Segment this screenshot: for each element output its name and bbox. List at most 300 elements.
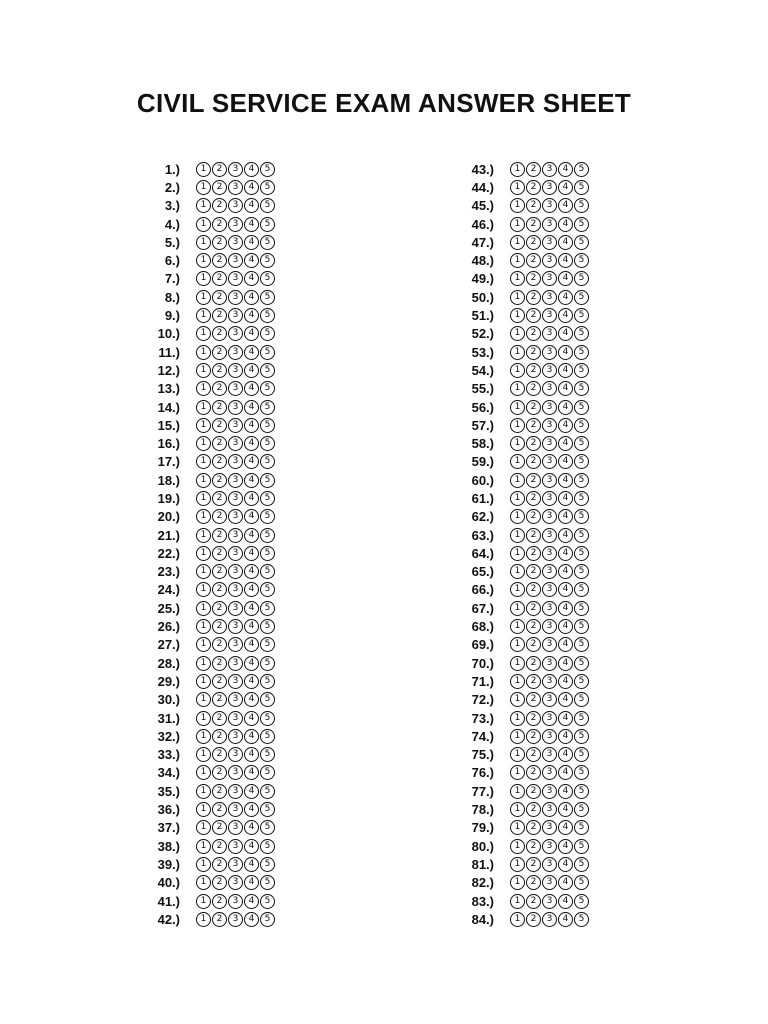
answer-bubble-3[interactable]: 3 [228,400,243,415]
answer-bubble-3[interactable]: 3 [542,326,557,341]
answer-bubble-4[interactable]: 4 [244,582,259,597]
answer-bubble-4[interactable]: 4 [244,345,259,360]
answer-bubble-2[interactable]: 2 [526,235,541,250]
answer-bubble-1[interactable]: 1 [196,235,211,250]
answer-bubble-3[interactable]: 3 [542,509,557,524]
answer-bubble-5[interactable]: 5 [574,509,589,524]
answer-bubble-4[interactable]: 4 [244,509,259,524]
answer-bubble-1[interactable]: 1 [510,180,525,195]
answer-bubble-2[interactable]: 2 [212,674,227,689]
answer-bubble-1[interactable]: 1 [510,290,525,305]
answer-bubble-4[interactable]: 4 [558,400,573,415]
answer-bubble-2[interactable]: 2 [212,162,227,177]
answer-bubble-1[interactable]: 1 [196,747,211,762]
answer-bubble-5[interactable]: 5 [574,217,589,232]
answer-bubble-5[interactable]: 5 [574,802,589,817]
answer-bubble-5[interactable]: 5 [574,235,589,250]
answer-bubble-2[interactable]: 2 [526,857,541,872]
answer-bubble-4[interactable]: 4 [558,674,573,689]
answer-bubble-4[interactable]: 4 [558,180,573,195]
answer-bubble-4[interactable]: 4 [244,637,259,652]
answer-bubble-1[interactable]: 1 [510,454,525,469]
answer-bubble-2[interactable]: 2 [212,528,227,543]
answer-bubble-4[interactable]: 4 [244,747,259,762]
answer-bubble-1[interactable]: 1 [510,839,525,854]
answer-bubble-5[interactable]: 5 [260,162,275,177]
answer-bubble-2[interactable]: 2 [212,363,227,378]
answer-bubble-4[interactable]: 4 [558,747,573,762]
answer-bubble-3[interactable]: 3 [228,546,243,561]
answer-bubble-4[interactable]: 4 [244,656,259,671]
answer-bubble-4[interactable]: 4 [558,857,573,872]
answer-bubble-4[interactable]: 4 [244,162,259,177]
answer-bubble-3[interactable]: 3 [228,491,243,506]
answer-bubble-2[interactable]: 2 [212,765,227,780]
answer-bubble-4[interactable]: 4 [558,729,573,744]
answer-bubble-5[interactable]: 5 [260,674,275,689]
answer-bubble-4[interactable]: 4 [558,363,573,378]
answer-bubble-1[interactable]: 1 [510,162,525,177]
answer-bubble-4[interactable]: 4 [244,894,259,909]
answer-bubble-1[interactable]: 1 [196,656,211,671]
answer-bubble-2[interactable]: 2 [526,436,541,451]
answer-bubble-3[interactable]: 3 [228,912,243,927]
answer-bubble-2[interactable]: 2 [212,894,227,909]
answer-bubble-1[interactable]: 1 [196,601,211,616]
answer-bubble-2[interactable]: 2 [526,692,541,707]
answer-bubble-1[interactable]: 1 [196,637,211,652]
answer-bubble-4[interactable]: 4 [558,619,573,634]
answer-bubble-1[interactable]: 1 [510,381,525,396]
answer-bubble-2[interactable]: 2 [212,802,227,817]
answer-bubble-4[interactable]: 4 [558,692,573,707]
answer-bubble-2[interactable]: 2 [212,784,227,799]
answer-bubble-1[interactable]: 1 [510,656,525,671]
answer-bubble-5[interactable]: 5 [574,491,589,506]
answer-bubble-5[interactable]: 5 [260,180,275,195]
answer-bubble-2[interactable]: 2 [212,857,227,872]
answer-bubble-3[interactable]: 3 [228,875,243,890]
answer-bubble-5[interactable]: 5 [574,747,589,762]
answer-bubble-2[interactable]: 2 [212,345,227,360]
answer-bubble-1[interactable]: 1 [510,674,525,689]
answer-bubble-3[interactable]: 3 [542,582,557,597]
answer-bubble-5[interactable]: 5 [260,894,275,909]
answer-bubble-2[interactable]: 2 [526,491,541,506]
answer-bubble-5[interactable]: 5 [260,271,275,286]
answer-bubble-3[interactable]: 3 [542,637,557,652]
answer-bubble-2[interactable]: 2 [212,271,227,286]
answer-bubble-4[interactable]: 4 [244,802,259,817]
answer-bubble-5[interactable]: 5 [260,290,275,305]
answer-bubble-5[interactable]: 5 [574,345,589,360]
answer-bubble-4[interactable]: 4 [558,491,573,506]
answer-bubble-3[interactable]: 3 [228,217,243,232]
answer-bubble-4[interactable]: 4 [558,235,573,250]
answer-bubble-2[interactable]: 2 [526,894,541,909]
answer-bubble-1[interactable]: 1 [196,363,211,378]
answer-bubble-5[interactable]: 5 [260,436,275,451]
answer-bubble-1[interactable]: 1 [510,235,525,250]
answer-bubble-2[interactable]: 2 [526,308,541,323]
answer-bubble-1[interactable]: 1 [196,491,211,506]
answer-bubble-5[interactable]: 5 [574,290,589,305]
answer-bubble-4[interactable]: 4 [558,326,573,341]
answer-bubble-1[interactable]: 1 [196,894,211,909]
answer-bubble-5[interactable]: 5 [260,418,275,433]
answer-bubble-4[interactable]: 4 [244,729,259,744]
answer-bubble-4[interactable]: 4 [244,363,259,378]
answer-bubble-4[interactable]: 4 [244,473,259,488]
answer-bubble-5[interactable]: 5 [574,546,589,561]
answer-bubble-2[interactable]: 2 [526,290,541,305]
answer-bubble-1[interactable]: 1 [510,729,525,744]
answer-bubble-2[interactable]: 2 [212,637,227,652]
answer-bubble-4[interactable]: 4 [558,162,573,177]
answer-bubble-3[interactable]: 3 [542,802,557,817]
answer-bubble-4[interactable]: 4 [558,253,573,268]
answer-bubble-3[interactable]: 3 [228,473,243,488]
answer-bubble-3[interactable]: 3 [542,692,557,707]
answer-bubble-5[interactable]: 5 [574,729,589,744]
answer-bubble-3[interactable]: 3 [542,784,557,799]
answer-bubble-2[interactable]: 2 [526,747,541,762]
answer-bubble-5[interactable]: 5 [260,528,275,543]
answer-bubble-4[interactable]: 4 [558,582,573,597]
answer-bubble-2[interactable]: 2 [526,729,541,744]
answer-bubble-1[interactable]: 1 [196,784,211,799]
answer-bubble-1[interactable]: 1 [196,619,211,634]
answer-bubble-5[interactable]: 5 [260,509,275,524]
answer-bubble-3[interactable]: 3 [228,454,243,469]
answer-bubble-4[interactable]: 4 [244,528,259,543]
answer-bubble-2[interactable]: 2 [212,747,227,762]
answer-bubble-5[interactable]: 5 [260,637,275,652]
answer-bubble-1[interactable]: 1 [510,582,525,597]
answer-bubble-1[interactable]: 1 [510,601,525,616]
answer-bubble-4[interactable]: 4 [244,180,259,195]
answer-bubble-1[interactable]: 1 [196,436,211,451]
answer-bubble-1[interactable]: 1 [510,637,525,652]
answer-bubble-4[interactable]: 4 [558,765,573,780]
answer-bubble-1[interactable]: 1 [510,345,525,360]
answer-bubble-3[interactable]: 3 [542,253,557,268]
answer-bubble-5[interactable]: 5 [574,400,589,415]
answer-bubble-3[interactable]: 3 [228,857,243,872]
answer-bubble-1[interactable]: 1 [196,820,211,835]
answer-bubble-1[interactable]: 1 [196,253,211,268]
answer-bubble-3[interactable]: 3 [228,290,243,305]
answer-bubble-5[interactable]: 5 [260,582,275,597]
answer-bubble-4[interactable]: 4 [244,839,259,854]
answer-bubble-2[interactable]: 2 [526,198,541,213]
answer-bubble-5[interactable]: 5 [260,564,275,579]
answer-bubble-5[interactable]: 5 [260,235,275,250]
answer-bubble-4[interactable]: 4 [244,326,259,341]
answer-bubble-3[interactable]: 3 [542,162,557,177]
answer-bubble-1[interactable]: 1 [196,528,211,543]
answer-bubble-2[interactable]: 2 [212,601,227,616]
answer-bubble-1[interactable]: 1 [510,894,525,909]
answer-bubble-3[interactable]: 3 [228,564,243,579]
answer-bubble-2[interactable]: 2 [526,473,541,488]
answer-bubble-1[interactable]: 1 [510,326,525,341]
answer-bubble-2[interactable]: 2 [212,509,227,524]
answer-bubble-2[interactable]: 2 [212,582,227,597]
answer-bubble-1[interactable]: 1 [196,711,211,726]
answer-bubble-1[interactable]: 1 [510,564,525,579]
answer-bubble-3[interactable]: 3 [542,363,557,378]
answer-bubble-1[interactable]: 1 [510,528,525,543]
answer-bubble-5[interactable]: 5 [574,674,589,689]
answer-bubble-1[interactable]: 1 [196,217,211,232]
answer-bubble-2[interactable]: 2 [526,875,541,890]
answer-bubble-5[interactable]: 5 [574,912,589,927]
answer-bubble-3[interactable]: 3 [228,637,243,652]
answer-bubble-1[interactable]: 1 [196,308,211,323]
answer-bubble-5[interactable]: 5 [574,418,589,433]
answer-bubble-3[interactable]: 3 [228,235,243,250]
answer-bubble-4[interactable]: 4 [244,564,259,579]
answer-bubble-1[interactable]: 1 [510,765,525,780]
answer-bubble-3[interactable]: 3 [542,198,557,213]
answer-bubble-1[interactable]: 1 [510,912,525,927]
answer-bubble-1[interactable]: 1 [196,509,211,524]
answer-bubble-1[interactable]: 1 [196,418,211,433]
answer-bubble-3[interactable]: 3 [542,454,557,469]
answer-bubble-5[interactable]: 5 [574,894,589,909]
answer-bubble-3[interactable]: 3 [542,436,557,451]
answer-bubble-3[interactable]: 3 [542,473,557,488]
answer-bubble-5[interactable]: 5 [260,747,275,762]
answer-bubble-5[interactable]: 5 [260,857,275,872]
answer-bubble-5[interactable]: 5 [574,271,589,286]
answer-bubble-3[interactable]: 3 [542,711,557,726]
answer-bubble-4[interactable]: 4 [558,820,573,835]
answer-bubble-1[interactable]: 1 [510,802,525,817]
answer-bubble-5[interactable]: 5 [260,711,275,726]
answer-bubble-1[interactable]: 1 [510,509,525,524]
answer-bubble-2[interactable]: 2 [526,546,541,561]
answer-bubble-4[interactable]: 4 [244,235,259,250]
answer-bubble-2[interactable]: 2 [526,839,541,854]
answer-bubble-3[interactable]: 3 [228,381,243,396]
answer-bubble-5[interactable]: 5 [574,564,589,579]
answer-bubble-1[interactable]: 1 [510,253,525,268]
answer-bubble-4[interactable]: 4 [244,290,259,305]
answer-bubble-3[interactable]: 3 [228,582,243,597]
answer-bubble-2[interactable]: 2 [212,436,227,451]
answer-bubble-2[interactable]: 2 [212,235,227,250]
answer-bubble-1[interactable]: 1 [510,400,525,415]
answer-bubble-5[interactable]: 5 [260,308,275,323]
answer-bubble-2[interactable]: 2 [526,820,541,835]
answer-bubble-2[interactable]: 2 [526,418,541,433]
answer-bubble-2[interactable]: 2 [526,601,541,616]
answer-bubble-1[interactable]: 1 [196,546,211,561]
answer-bubble-4[interactable]: 4 [244,436,259,451]
answer-bubble-3[interactable]: 3 [542,857,557,872]
answer-bubble-3[interactable]: 3 [542,674,557,689]
answer-bubble-5[interactable]: 5 [260,802,275,817]
answer-bubble-3[interactable]: 3 [542,656,557,671]
answer-bubble-4[interactable]: 4 [558,601,573,616]
answer-bubble-2[interactable]: 2 [212,473,227,488]
answer-bubble-4[interactable]: 4 [558,454,573,469]
answer-bubble-3[interactable]: 3 [542,747,557,762]
answer-bubble-2[interactable]: 2 [212,217,227,232]
answer-bubble-1[interactable]: 1 [510,473,525,488]
answer-bubble-5[interactable]: 5 [574,839,589,854]
answer-bubble-2[interactable]: 2 [526,528,541,543]
answer-bubble-2[interactable]: 2 [526,217,541,232]
answer-bubble-2[interactable]: 2 [212,546,227,561]
answer-bubble-3[interactable]: 3 [542,400,557,415]
answer-bubble-3[interactable]: 3 [228,162,243,177]
answer-bubble-1[interactable]: 1 [196,729,211,744]
answer-bubble-5[interactable]: 5 [260,729,275,744]
answer-bubble-5[interactable]: 5 [574,857,589,872]
answer-bubble-2[interactable]: 2 [526,582,541,597]
answer-bubble-3[interactable]: 3 [542,290,557,305]
answer-bubble-5[interactable]: 5 [260,692,275,707]
answer-bubble-4[interactable]: 4 [558,839,573,854]
answer-bubble-3[interactable]: 3 [228,784,243,799]
answer-bubble-1[interactable]: 1 [196,180,211,195]
answer-bubble-1[interactable]: 1 [196,271,211,286]
answer-bubble-3[interactable]: 3 [228,674,243,689]
answer-bubble-1[interactable]: 1 [510,711,525,726]
answer-bubble-5[interactable]: 5 [260,546,275,561]
answer-bubble-4[interactable]: 4 [558,546,573,561]
answer-bubble-2[interactable]: 2 [526,454,541,469]
answer-bubble-2[interactable]: 2 [212,729,227,744]
answer-bubble-1[interactable]: 1 [510,747,525,762]
answer-bubble-2[interactable]: 2 [212,400,227,415]
answer-bubble-5[interactable]: 5 [260,363,275,378]
answer-bubble-5[interactable]: 5 [574,601,589,616]
answer-bubble-2[interactable]: 2 [526,674,541,689]
answer-bubble-5[interactable]: 5 [260,473,275,488]
answer-bubble-3[interactable]: 3 [228,839,243,854]
answer-bubble-2[interactable]: 2 [526,381,541,396]
answer-bubble-4[interactable]: 4 [244,875,259,890]
answer-bubble-5[interactable]: 5 [574,528,589,543]
answer-bubble-2[interactable]: 2 [212,308,227,323]
answer-bubble-3[interactable]: 3 [228,692,243,707]
answer-bubble-2[interactable]: 2 [526,363,541,378]
answer-bubble-5[interactable]: 5 [574,253,589,268]
answer-bubble-5[interactable]: 5 [574,784,589,799]
answer-bubble-1[interactable]: 1 [196,839,211,854]
answer-bubble-5[interactable]: 5 [260,400,275,415]
answer-bubble-5[interactable]: 5 [574,656,589,671]
answer-bubble-2[interactable]: 2 [212,820,227,835]
answer-bubble-4[interactable]: 4 [558,528,573,543]
answer-bubble-1[interactable]: 1 [196,400,211,415]
answer-bubble-1[interactable]: 1 [510,217,525,232]
answer-bubble-4[interactable]: 4 [558,894,573,909]
answer-bubble-3[interactable]: 3 [228,601,243,616]
answer-bubble-4[interactable]: 4 [558,564,573,579]
answer-bubble-3[interactable]: 3 [228,729,243,744]
answer-bubble-1[interactable]: 1 [196,912,211,927]
answer-bubble-4[interactable]: 4 [244,217,259,232]
answer-bubble-1[interactable]: 1 [510,692,525,707]
answer-bubble-4[interactable]: 4 [558,656,573,671]
answer-bubble-4[interactable]: 4 [244,271,259,286]
answer-bubble-2[interactable]: 2 [526,564,541,579]
answer-bubble-4[interactable]: 4 [244,546,259,561]
answer-bubble-4[interactable]: 4 [244,912,259,927]
answer-bubble-2[interactable]: 2 [212,326,227,341]
answer-bubble-4[interactable]: 4 [558,711,573,726]
answer-bubble-4[interactable]: 4 [244,765,259,780]
answer-bubble-5[interactable]: 5 [574,765,589,780]
answer-bubble-4[interactable]: 4 [244,784,259,799]
answer-bubble-2[interactable]: 2 [212,619,227,634]
answer-bubble-3[interactable]: 3 [228,765,243,780]
answer-bubble-1[interactable]: 1 [510,198,525,213]
answer-bubble-2[interactable]: 2 [526,711,541,726]
answer-bubble-4[interactable]: 4 [558,418,573,433]
answer-bubble-5[interactable]: 5 [574,820,589,835]
answer-bubble-1[interactable]: 1 [196,875,211,890]
answer-bubble-5[interactable]: 5 [574,308,589,323]
answer-bubble-4[interactable]: 4 [558,271,573,286]
answer-bubble-4[interactable]: 4 [244,198,259,213]
answer-bubble-3[interactable]: 3 [228,326,243,341]
answer-bubble-3[interactable]: 3 [228,180,243,195]
answer-bubble-4[interactable]: 4 [558,308,573,323]
answer-bubble-3[interactable]: 3 [228,894,243,909]
answer-bubble-5[interactable]: 5 [260,875,275,890]
answer-bubble-5[interactable]: 5 [574,692,589,707]
answer-bubble-1[interactable]: 1 [510,308,525,323]
answer-bubble-3[interactable]: 3 [228,198,243,213]
answer-bubble-1[interactable]: 1 [196,326,211,341]
answer-bubble-3[interactable]: 3 [228,345,243,360]
answer-bubble-3[interactable]: 3 [228,308,243,323]
answer-bubble-3[interactable]: 3 [228,418,243,433]
answer-bubble-1[interactable]: 1 [196,162,211,177]
answer-bubble-2[interactable]: 2 [212,656,227,671]
answer-bubble-2[interactable]: 2 [526,802,541,817]
answer-bubble-3[interactable]: 3 [542,765,557,780]
answer-bubble-4[interactable]: 4 [244,381,259,396]
answer-bubble-2[interactable]: 2 [526,509,541,524]
answer-bubble-4[interactable]: 4 [244,674,259,689]
answer-bubble-4[interactable]: 4 [244,619,259,634]
answer-bubble-2[interactable]: 2 [526,180,541,195]
answer-bubble-3[interactable]: 3 [542,820,557,835]
answer-bubble-3[interactable]: 3 [542,894,557,909]
answer-bubble-4[interactable]: 4 [244,400,259,415]
answer-bubble-1[interactable]: 1 [510,436,525,451]
answer-bubble-2[interactable]: 2 [212,692,227,707]
answer-bubble-5[interactable]: 5 [260,253,275,268]
answer-bubble-2[interactable]: 2 [212,290,227,305]
answer-bubble-5[interactable]: 5 [574,619,589,634]
answer-bubble-3[interactable]: 3 [228,711,243,726]
answer-bubble-5[interactable]: 5 [260,656,275,671]
answer-bubble-3[interactable]: 3 [542,564,557,579]
answer-bubble-2[interactable]: 2 [212,564,227,579]
answer-bubble-2[interactable]: 2 [526,619,541,634]
answer-bubble-3[interactable]: 3 [228,656,243,671]
answer-bubble-1[interactable]: 1 [196,674,211,689]
answer-bubble-3[interactable]: 3 [542,345,557,360]
